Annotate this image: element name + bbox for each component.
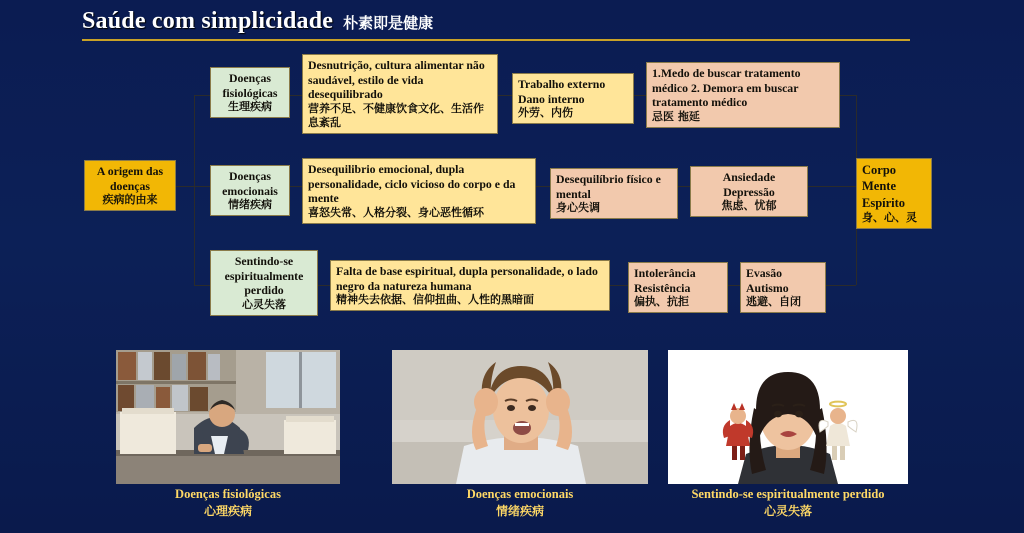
caption-3-pt: Sentindo-se espiritualmente perdido [691,487,885,501]
caption-2-pt: Doenças emocionais [466,487,574,501]
connector-b3-cat-cause [318,285,330,286]
node-category-fisiologicas[interactable] [210,67,290,118]
node-category-1-cn: 生理疾病 [228,100,272,114]
node-category-3-cn: 心灵失落 [242,298,286,312]
node-effect-emocionais[interactable] [550,168,678,219]
photo-1-graphic [116,350,340,484]
node-cause-2-pt: Desequilibrio emocional, dupla personalidade, ciclo vicioso do corpo e da mente [308,162,516,206]
node-result-fisiologicas[interactable] [646,62,840,128]
photo-3-graphic [668,350,908,484]
caption-1-cn: 心理疾病 [203,504,252,518]
node-cause-espiritual[interactable] [330,260,610,311]
node-origin-label-pt: A origem das doenças [96,164,164,193]
node-category-3-pt: Sentindo-se espiritualmente perdido [224,254,304,298]
connector-b3-cause-effect [610,285,628,286]
connector-b2-result-outcome [808,186,856,187]
connector-origin-trunk [176,186,194,187]
node-category-1-pt: Doenças fisiológicas [222,71,278,100]
connector-b1-effect-result [634,95,646,96]
node-cause-3-cn: 精神失去依据、信仰扭曲、人性的黑暗面 [336,293,534,307]
connector-b2-cat-cause [290,186,302,187]
page-title: Saúde com simplicidade [82,8,334,34]
caption-1-pt: Doenças fisiológicas [175,487,281,501]
title-block [82,8,912,41]
node-outcome[interactable] [856,158,932,229]
title-divider [82,39,910,41]
connector-trunk-vertical [194,95,195,285]
node-result-2-cn: 焦虑、忧郁 [721,199,777,213]
node-cause-1-pt: Desnutrição, cultura alimentar não saudável, estilo de vida desequilibrado [308,58,485,102]
node-effect-2-pt: Desequilíbrio físico e mental [556,172,661,201]
connector-b3-result-outcome [826,285,856,286]
node-result-1-pt: 1.Medo de buscar tratamento médico 2. Demora em buscar tratamento médico [652,66,801,110]
connector-b1-result-outcome [840,95,856,96]
connector-trunk-to-branch-2 [194,186,210,187]
node-effect-2-cn: 身心失调 [556,201,600,215]
caption-photo-1 [112,487,344,519]
caption-2-cn: 情绪疾病 [495,504,544,518]
photo-frustrated-woman [392,350,648,484]
node-category-2-cn: 情绪疾病 [228,198,272,212]
photo-2-graphic [392,350,648,484]
node-result-emocionais[interactable] [690,166,808,217]
node-origin-label-cn: 疾病的由来 [102,193,158,207]
node-outcome-cn: 身、心、灵 [862,210,917,224]
connector-b1-cause-effect [498,95,512,96]
node-cause-3-pt: Falta de base espiritual, dupla personalidade, o lado negro da natureza humana [336,264,598,293]
node-origin[interactable] [84,160,176,211]
node-result-espiritual[interactable] [740,262,826,313]
node-cause-emocionais[interactable] [302,158,536,224]
connector-b1-cat-cause [290,95,302,96]
connector-b3-effect-result [728,285,740,286]
node-effect-3-cn: 偏执、抗拒 [634,295,689,309]
node-effect-espiritual[interactable] [628,262,728,313]
caption-photo-3 [664,487,912,519]
connector-trunk-to-branch-3 [194,285,210,286]
page-title-chinese: 朴素即是健康 [343,14,434,32]
connector-trunk-to-branch-1 [194,95,210,96]
node-category-espiritualmente-perdido[interactable] [210,250,318,316]
node-result-1-cn: 忌医 拖延 [652,110,700,124]
node-effect-1-pt: Trabalho externo Dano interno [518,77,606,106]
node-effect-3-pt: Intolerância Resistência [634,266,696,295]
node-category-emocionais[interactable] [210,165,290,216]
photo-stressed-office-worker [116,350,340,484]
node-effect-fisiologicas[interactable] [512,73,634,124]
node-result-2-pt: Ansiedade Depressão [722,170,776,199]
connector-b2-cause-effect [536,186,550,187]
caption-3-cn: 心灵失落 [763,504,812,518]
connector-b2-effect-result [678,186,690,187]
node-effect-1-cn: 外劳、内伤 [518,106,573,120]
node-category-2-pt: Doenças emocionais [222,169,278,198]
photo-woman-devil-angel [668,350,908,484]
node-cause-2-cn: 喜怒失常、人格分裂、身心恶性循环 [308,206,484,220]
node-cause-fisiologicas[interactable] [302,54,498,134]
node-result-3-cn: 逃避、自闭 [746,295,801,309]
node-outcome-pt: Corpo Mente Espírito [862,163,906,210]
node-cause-1-cn: 营养不足、不健康饮食文化、生活作息紊乱 [308,102,484,129]
caption-photo-2 [388,487,652,519]
node-result-3-pt: Evasão Autismo [746,266,789,295]
